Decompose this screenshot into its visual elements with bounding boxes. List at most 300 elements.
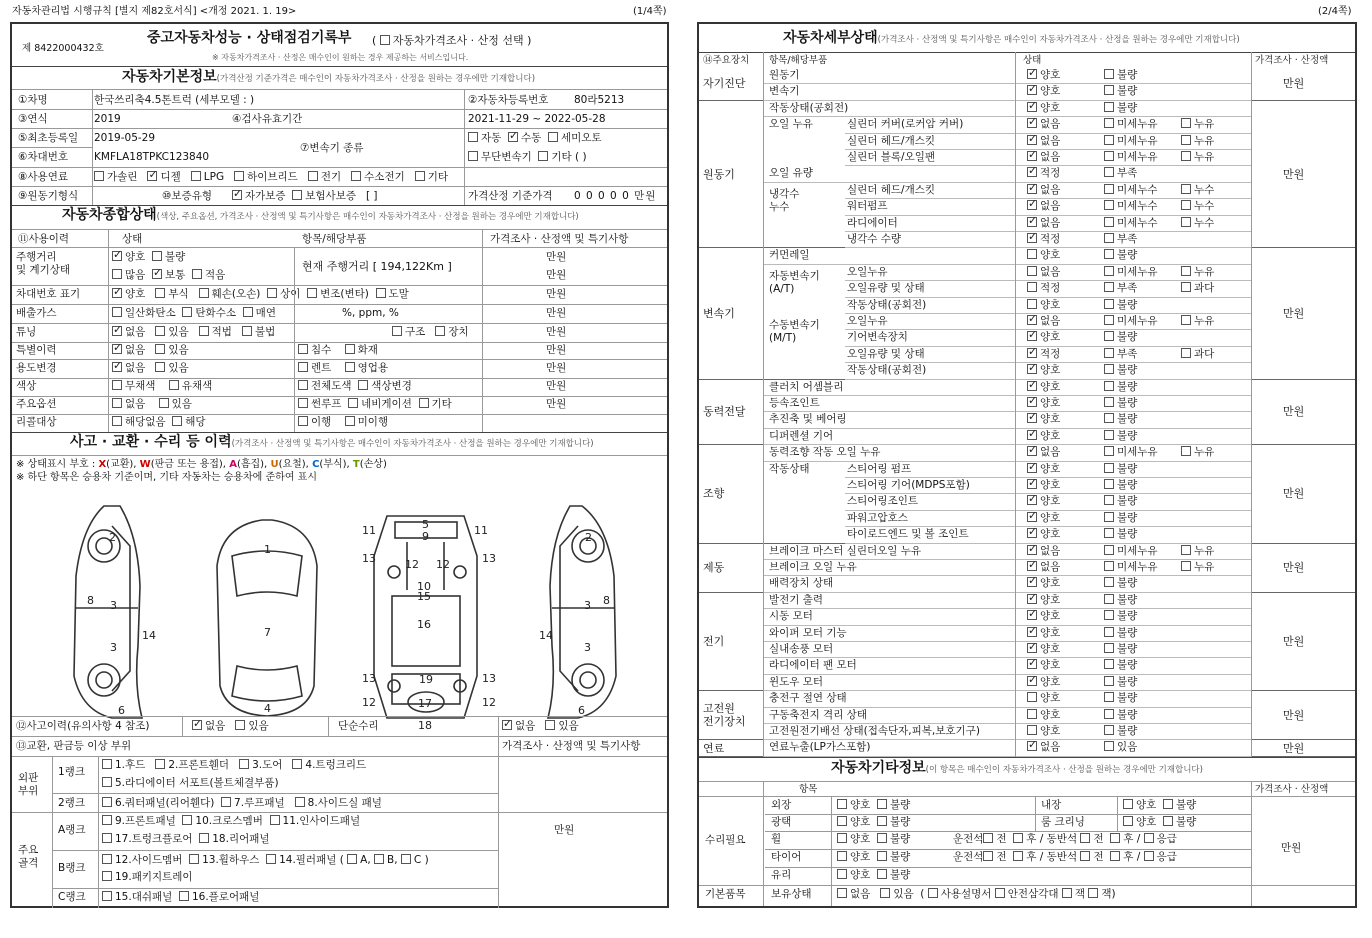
vin-damage-checkbox[interactable]	[199, 288, 209, 298]
state-checkbox[interactable]	[1104, 610, 1114, 620]
wheel-pass-rear-checkbox[interactable]	[1110, 833, 1120, 843]
state-checkbox[interactable]	[1104, 659, 1114, 669]
svg-text:7: 7	[264, 626, 271, 639]
state-checkbox[interactable]	[1181, 184, 1191, 194]
device-group-price: 만원	[1283, 405, 1305, 419]
vin-altered-checkbox[interactable]	[307, 288, 317, 298]
pillar-c-checkbox[interactable]	[401, 854, 411, 864]
main-frame-label: 주요 골격	[18, 844, 39, 869]
part-package-tray-checkbox[interactable]	[102, 871, 112, 881]
state-checkbox[interactable]	[1027, 151, 1037, 161]
state-checkbox[interactable]	[1027, 217, 1037, 227]
state-checkbox[interactable]	[1181, 200, 1191, 210]
state-option-label: 없음	[1040, 118, 1061, 131]
part-hood-checkbox[interactable]	[102, 759, 112, 769]
state-option-label: 양호	[1040, 429, 1061, 442]
interior-bad-checkbox[interactable]	[1163, 799, 1173, 809]
outer-panel-label: 외판 부위	[18, 772, 39, 797]
part-quarter-panel-checkbox[interactable]	[102, 797, 112, 807]
tire-pass-rear-checkbox[interactable]	[1110, 851, 1120, 861]
state-checkbox[interactable]	[1027, 397, 1037, 407]
state-option-label: 양호	[1040, 249, 1061, 262]
state-checkbox[interactable]	[1104, 709, 1114, 719]
detail-state-options	[1027, 413, 1137, 426]
emission-hc-checkbox[interactable]	[182, 307, 192, 317]
state-checkbox[interactable]	[1027, 315, 1037, 325]
state-checkbox[interactable]	[1027, 676, 1037, 686]
room-bad-checkbox[interactable]	[1163, 816, 1173, 826]
state-checkbox[interactable]	[1181, 348, 1191, 358]
state-checkbox[interactable]	[1104, 249, 1114, 259]
state-checkbox[interactable]	[1104, 545, 1114, 555]
state-checkbox[interactable]	[1104, 627, 1114, 637]
detail-state-options	[1027, 118, 1214, 131]
state-checkbox[interactable]	[1181, 151, 1191, 161]
owned-label: 보유상태	[771, 888, 812, 900]
basic-info-title: 자동차기본정보(가격산정 기준가격은 매수인이 자동차가격조사 · 산정을 원하는 경우에만 기재합니다)	[122, 69, 536, 85]
state-checkbox[interactable]	[1104, 741, 1114, 751]
wheel-good-checkbox[interactable]	[837, 833, 847, 843]
state-checkbox[interactable]	[1027, 85, 1037, 95]
state-checkbox[interactable]	[1027, 233, 1037, 243]
exterior-good-checkbox[interactable]	[837, 799, 847, 809]
part-floor-panel-checkbox[interactable]	[179, 891, 189, 901]
state-checkbox[interactable]	[1104, 184, 1114, 194]
glass-good-checkbox[interactable]	[837, 869, 847, 879]
wheel-driver-rear-checkbox[interactable]	[1013, 833, 1023, 843]
reg-no-label: ②자동차등록번호	[468, 94, 549, 106]
vin-mismatch-checkbox[interactable]	[267, 288, 277, 298]
recall-done-checkbox[interactable]	[298, 416, 308, 426]
col-state: 상태	[122, 233, 143, 245]
svg-text:16: 16	[417, 618, 431, 631]
part-trunk-floor-checkbox[interactable]	[102, 833, 112, 843]
rankB-items-row1: 12.사이드멤버 13.휠하우스 14.필러패널 ( A, B, C )	[102, 854, 429, 867]
pillar-b-checkbox[interactable]	[374, 854, 384, 864]
state-checkbox[interactable]	[1027, 446, 1037, 456]
state-checkbox[interactable]	[1027, 118, 1037, 128]
special-label: 특별이력	[16, 344, 57, 356]
first-reg-value: 2019-05-29	[94, 132, 156, 144]
tuning-options-2: 구조 장치	[392, 326, 469, 339]
state-checkbox[interactable]	[1104, 430, 1114, 440]
state-checkbox[interactable]	[1181, 561, 1191, 571]
document-number: 제 8422000432호	[22, 43, 104, 54]
owned-triangle-checkbox[interactable]	[995, 888, 1005, 898]
state-checkbox[interactable]	[1027, 135, 1037, 145]
state-checkbox[interactable]	[1027, 299, 1037, 309]
detail-item-label: 발전기 출력	[769, 593, 824, 606]
state-checkbox[interactable]	[1181, 315, 1191, 325]
detail-state-options	[1027, 446, 1214, 459]
state-checkbox[interactable]	[1104, 446, 1114, 456]
option-yes-checkbox[interactable]	[159, 398, 169, 408]
glass-bad-checkbox[interactable]	[877, 869, 887, 879]
recall-yes-checkbox[interactable]	[172, 416, 182, 426]
col-usage-history: ⑪사용이력	[18, 233, 70, 245]
state-checkbox[interactable]	[1104, 463, 1114, 473]
owned-jack-checkbox[interactable]	[1062, 888, 1072, 898]
state-option-label: 부족	[1117, 282, 1138, 295]
vin-rust-checkbox[interactable]	[155, 288, 165, 298]
part-inside-panel-checkbox[interactable]	[270, 815, 280, 825]
state-checkbox[interactable]	[1104, 331, 1114, 341]
engine-label: ⑨원동기형식	[18, 190, 79, 202]
usage-none-checkbox[interactable]	[112, 362, 122, 372]
svg-text:12: 12	[362, 696, 376, 709]
mileage-high-checkbox[interactable]	[112, 269, 122, 279]
state-checkbox[interactable]	[1027, 594, 1037, 604]
state-checkbox[interactable]	[1104, 167, 1114, 177]
state-checkbox[interactable]	[1027, 479, 1037, 489]
detail-item-label: 구동축전지 격리 상태	[769, 708, 867, 721]
rank1-items-row2: 5.라디에이터 서포트(볼트체결부품)	[102, 777, 279, 790]
state-checkbox[interactable]	[1027, 627, 1037, 637]
state-option-label: 불량	[1117, 397, 1138, 409]
recall-label: 리콜대상	[16, 416, 57, 428]
state-option-label: 과다	[1194, 282, 1215, 295]
tire-bad-checkbox[interactable]	[877, 851, 887, 861]
detail-subitem-label: 워터펌프	[847, 200, 888, 213]
svg-text:3: 3	[110, 599, 117, 612]
state-checkbox[interactable]	[1104, 725, 1114, 735]
tire-pass-front-checkbox[interactable]	[1080, 851, 1090, 861]
accident-yes-checkbox[interactable]	[235, 720, 245, 730]
state-checkbox[interactable]	[1027, 430, 1037, 440]
part-side-sill-checkbox[interactable]	[295, 797, 305, 807]
state-option-label: 없음	[1040, 265, 1061, 278]
usage-yes-checkbox[interactable]	[155, 362, 165, 372]
detail-state-options	[1027, 495, 1137, 508]
emission-smoke-checkbox[interactable]	[243, 307, 253, 317]
gloss-options: 양호 불량	[837, 816, 910, 829]
detail-item-label: 냉각수 누수	[769, 187, 800, 213]
price-value: 0 0 0 0 0 만원	[574, 190, 657, 202]
state-checkbox[interactable]	[1027, 282, 1037, 292]
state-checkbox[interactable]	[1027, 725, 1037, 735]
part-side-member-checkbox[interactable]	[102, 854, 112, 864]
detail-item-label: 연료누출(LP가스포함)	[769, 741, 871, 754]
room-good-checkbox[interactable]	[1123, 816, 1133, 826]
state-checkbox[interactable]	[1104, 512, 1114, 522]
part-trunk-lid-checkbox[interactable]	[292, 759, 302, 769]
diagram-note: ※ 하단 항목은 승용차 기준이며, 기타 자동차는 승용차에 준하여 표시	[16, 472, 317, 483]
vin-mark-label: 차대번호 표기	[16, 288, 81, 300]
recall-na-checkbox[interactable]	[112, 416, 122, 426]
state-checkbox[interactable]	[1181, 266, 1191, 276]
price-survey-checkbox[interactable]	[380, 35, 390, 45]
state-option-label: 미세누유	[1117, 134, 1158, 147]
usage-options: ✓ 없음 있음	[112, 362, 189, 375]
simple-none-checkbox[interactable]	[502, 720, 512, 730]
trans-auto-checkbox[interactable]	[468, 132, 478, 142]
tuning-label: 튜닝	[16, 326, 37, 338]
state-checkbox[interactable]	[1027, 741, 1037, 751]
color-change-checkbox[interactable]	[358, 380, 368, 390]
part-cross-member-checkbox[interactable]	[182, 815, 192, 825]
fuel-hydrogen-checkbox[interactable]	[351, 171, 361, 181]
device-group-label: 원동기	[703, 167, 735, 181]
part-dash-panel-checkbox[interactable]	[102, 891, 112, 901]
fuel-diesel-checkbox[interactable]	[147, 171, 157, 181]
detail-state-options	[1027, 69, 1137, 82]
state-checkbox[interactable]	[1181, 135, 1191, 145]
room-cleaning-options: 양호 불량	[1123, 816, 1196, 829]
state-checkbox[interactable]	[1027, 692, 1037, 702]
state-checkbox[interactable]	[1027, 184, 1037, 194]
tire-good-checkbox[interactable]	[837, 851, 847, 861]
state-checkbox[interactable]	[1027, 331, 1037, 341]
state-option-label: 적정	[1040, 233, 1061, 245]
state-option-label: 불량	[1117, 675, 1138, 688]
trans-etc-checkbox[interactable]	[538, 151, 548, 161]
special-flood-checkbox[interactable]	[298, 344, 308, 354]
detail-subitem-label: 오일유량 및 상태	[847, 282, 925, 295]
state-checkbox[interactable]	[1027, 102, 1037, 112]
fuel-etc-checkbox[interactable]	[415, 171, 425, 181]
trans-cvt-checkbox[interactable]	[468, 151, 478, 161]
detail-item-label: 디퍼렌셜 기어	[769, 429, 834, 442]
warranty-insurance-checkbox[interactable]	[292, 190, 302, 200]
vin-good-checkbox[interactable]	[112, 288, 122, 298]
tire-emergency-checkbox[interactable]	[1144, 851, 1154, 861]
state-option-label: 불량	[1117, 725, 1138, 737]
detail-state-options	[1027, 741, 1137, 754]
part-front-panel-checkbox[interactable]	[102, 815, 112, 825]
state-option-label: 불량	[1117, 692, 1138, 705]
state-checkbox[interactable]	[1027, 577, 1037, 587]
interior-good-checkbox[interactable]	[1123, 799, 1133, 809]
state-checkbox[interactable]	[1181, 545, 1191, 555]
state-checkbox[interactable]	[1104, 397, 1114, 407]
state-checkbox[interactable]	[1027, 495, 1037, 505]
mileage-normal-checkbox[interactable]	[152, 269, 162, 279]
trans-manual-checkbox[interactable]	[508, 132, 518, 142]
state-checkbox[interactable]	[1104, 413, 1114, 423]
option-navi-checkbox[interactable]	[348, 398, 358, 408]
color-chromatic-checkbox[interactable]	[169, 380, 179, 390]
detail-state-options	[1027, 610, 1137, 623]
state-checkbox[interactable]	[1181, 118, 1191, 128]
color-achromatic-checkbox[interactable]	[112, 380, 122, 390]
state-option-label: 부족	[1117, 167, 1138, 180]
state-option-label: 불량	[1117, 364, 1138, 377]
part-door-checkbox[interactable]	[239, 759, 249, 769]
state-checkbox[interactable]	[1104, 561, 1114, 571]
warranty-self-checkbox[interactable]	[232, 190, 242, 200]
tire-driver-rear-checkbox[interactable]	[1013, 851, 1023, 861]
state-option-label: 불량	[1117, 511, 1138, 524]
detail-item-label: 작동상태(공회전)	[769, 101, 849, 114]
state-checkbox[interactable]	[1104, 479, 1114, 489]
state-checkbox[interactable]	[1027, 69, 1037, 79]
page-number-2: (2/4쪽)	[1318, 6, 1352, 17]
vin-price: 만원	[546, 288, 567, 300]
tire-driver-front-checkbox[interactable]	[983, 851, 993, 861]
accident-none-checkbox[interactable]	[192, 720, 202, 730]
svg-text:13: 13	[482, 672, 496, 685]
simple-yes-checkbox[interactable]	[545, 720, 555, 730]
tuning-legal-checkbox[interactable]	[199, 326, 209, 336]
state-checkbox[interactable]	[1027, 348, 1037, 358]
state-checkbox[interactable]	[1027, 659, 1037, 669]
basic-items-label: 기본품목	[705, 888, 746, 900]
fuel-gasoline-checkbox[interactable]	[94, 171, 104, 181]
state-checkbox[interactable]	[1104, 594, 1114, 604]
special-none-checkbox[interactable]	[112, 344, 122, 354]
detail-subitem-label: 스티어링 기어(MDPS포함)	[847, 479, 970, 491]
state-checkbox[interactable]	[1027, 528, 1037, 538]
wheel-emergency-checkbox[interactable]	[1144, 833, 1154, 843]
col-detail: 항목/해당부품	[302, 233, 367, 245]
pillar-a-checkbox[interactable]	[347, 854, 357, 864]
owned-yes-checkbox[interactable]	[880, 888, 890, 898]
state-checkbox[interactable]	[1104, 102, 1114, 112]
emission-co-checkbox[interactable]	[112, 307, 122, 317]
state-checkbox[interactable]	[1104, 233, 1114, 243]
state-checkbox[interactable]	[1104, 151, 1114, 161]
special-yes-checkbox[interactable]	[155, 344, 165, 354]
svg-text:9: 9	[422, 530, 429, 543]
gloss-good-checkbox[interactable]	[837, 816, 847, 826]
state-checkbox[interactable]	[1027, 512, 1037, 522]
color-full-paint-checkbox[interactable]	[298, 380, 308, 390]
device-group-price: 만원	[1283, 307, 1305, 320]
state-checkbox[interactable]	[1104, 282, 1114, 292]
etc-title: 자동차기타정보(이 항목은 매수인이 자동차가격조사 · 산정을 원하는 경우에만 기재합니다)	[831, 760, 1203, 776]
detail-item-label: 배력장치 상태	[769, 577, 834, 590]
special-fire-checkbox[interactable]	[345, 344, 355, 354]
wheel-bad-checkbox[interactable]	[877, 833, 887, 843]
state-option-label: 양호	[1040, 675, 1061, 688]
tuning-illegal-checkbox[interactable]	[242, 326, 252, 336]
part-front-fender-checkbox[interactable]	[155, 759, 165, 769]
option-sunroof-checkbox[interactable]	[298, 398, 308, 408]
state-checkbox[interactable]	[1027, 610, 1037, 620]
owned-jack2-checkbox[interactable]	[1088, 888, 1098, 898]
recall-notdone-checkbox[interactable]	[345, 416, 355, 426]
state-checkbox[interactable]	[1027, 249, 1037, 259]
svg-text:17: 17	[418, 697, 432, 710]
wheel-driver-front-checkbox[interactable]	[983, 833, 993, 843]
tuning-options: ✓ 없음 있음 적법 불법	[112, 326, 275, 339]
state-checkbox[interactable]	[1027, 413, 1037, 423]
option-etc-checkbox[interactable]	[419, 398, 429, 408]
svg-text:11: 11	[474, 524, 488, 537]
state-option-label: 불량	[1117, 298, 1138, 311]
state-option-label: 미세누수	[1117, 183, 1158, 196]
trans-label: ⑦변속기 종류	[300, 142, 364, 154]
state-checkbox[interactable]	[1104, 495, 1114, 505]
tuning-device-checkbox[interactable]	[435, 326, 445, 336]
state-checkbox[interactable]	[1104, 528, 1114, 538]
state-checkbox[interactable]	[1104, 692, 1114, 702]
mileage-bad-checkbox[interactable]	[152, 251, 162, 261]
state-checkbox[interactable]	[1104, 135, 1114, 145]
part-wheel-house-checkbox[interactable]	[189, 854, 199, 864]
usage-business-checkbox[interactable]	[345, 362, 355, 372]
trans-semi-checkbox[interactable]	[548, 132, 558, 142]
part-pillar-panel-checkbox[interactable]	[266, 854, 276, 864]
state-checkbox[interactable]	[1104, 266, 1114, 276]
state-checkbox[interactable]	[1027, 643, 1037, 653]
state-checkbox[interactable]	[1104, 364, 1114, 374]
wheel-options: 양호 불량	[837, 833, 910, 846]
legend-scratch: A(흠집),	[229, 459, 268, 470]
detail-state-options	[1027, 151, 1214, 164]
mileage-good-checkbox[interactable]	[112, 251, 122, 261]
state-option-label: 누수	[1194, 200, 1215, 213]
svg-text:5: 5	[422, 518, 429, 531]
mileage-low-checkbox[interactable]	[192, 269, 202, 279]
state-checkbox[interactable]	[1104, 676, 1114, 686]
state-checkbox[interactable]	[1104, 118, 1114, 128]
state-option-label: 양호	[1040, 593, 1061, 606]
owned-manual-checkbox[interactable]	[928, 888, 938, 898]
state-checkbox[interactable]	[1104, 200, 1114, 210]
state-checkbox[interactable]	[1104, 577, 1114, 587]
state-checkbox[interactable]	[1027, 561, 1037, 571]
state-checkbox[interactable]	[1027, 364, 1037, 374]
state-checkbox[interactable]	[1104, 315, 1114, 325]
state-checkbox[interactable]	[1104, 643, 1114, 653]
state-checkbox[interactable]	[1104, 69, 1114, 79]
tuning-none-checkbox[interactable]	[112, 326, 122, 336]
state-checkbox[interactable]	[1104, 348, 1114, 358]
device-group-price: 만원	[1283, 77, 1305, 91]
tire-positions: 운전석 전 후 / 동반석 전 후 / 응급	[953, 851, 1177, 863]
fuel-hybrid-checkbox[interactable]	[234, 171, 244, 181]
detail-subitem-label: 실린더 헤드/개스킷	[847, 183, 936, 196]
state-checkbox[interactable]	[1104, 381, 1114, 391]
state-checkbox[interactable]	[1181, 217, 1191, 227]
tuning-structure-checkbox[interactable]	[392, 326, 402, 336]
state-checkbox[interactable]	[1027, 545, 1037, 555]
state-checkbox[interactable]	[1104, 217, 1114, 227]
state-checkbox[interactable]	[1181, 282, 1191, 292]
part-rear-panel-checkbox[interactable]	[199, 833, 209, 843]
fuel-lpg-checkbox[interactable]	[191, 171, 201, 181]
state-option-label: 불량	[1117, 479, 1138, 491]
usage-rent-checkbox[interactable]	[298, 362, 308, 372]
state-checkbox[interactable]	[1027, 463, 1037, 473]
detail-subitem-label: 오일유량 및 상태	[847, 347, 925, 360]
state-option-label: 없음	[1040, 216, 1061, 229]
part-radiator-support-checkbox[interactable]	[102, 777, 112, 787]
vin-paint-checkbox[interactable]	[376, 288, 386, 298]
state-checkbox[interactable]	[1027, 381, 1037, 391]
fuel-label: ⑧사용연료	[18, 171, 68, 183]
detail-item-label: 동력조향 작동 오일 누유	[769, 446, 881, 459]
state-checkbox[interactable]	[1027, 167, 1037, 177]
state-checkbox[interactable]	[1027, 200, 1037, 210]
state-option-label: 불량	[1117, 577, 1138, 590]
owned-none-checkbox[interactable]	[837, 888, 847, 898]
state-checkbox[interactable]	[1181, 446, 1191, 456]
state-checkbox[interactable]	[1104, 299, 1114, 309]
gloss-bad-checkbox[interactable]	[877, 816, 887, 826]
exchange-label: ⑬교환, 판금등 이상 부위	[16, 740, 132, 752]
option-none-checkbox[interactable]	[112, 398, 122, 408]
exterior-bad-checkbox[interactable]	[877, 799, 887, 809]
part-roof-panel-checkbox[interactable]	[221, 797, 231, 807]
state-checkbox[interactable]	[1027, 709, 1037, 719]
wheel-pass-front-checkbox[interactable]	[1080, 833, 1090, 843]
state-checkbox[interactable]	[1027, 266, 1037, 276]
fuel-electric-checkbox[interactable]	[308, 171, 318, 181]
state-checkbox[interactable]	[1104, 85, 1114, 95]
tuning-yes-checkbox[interactable]	[155, 326, 165, 336]
